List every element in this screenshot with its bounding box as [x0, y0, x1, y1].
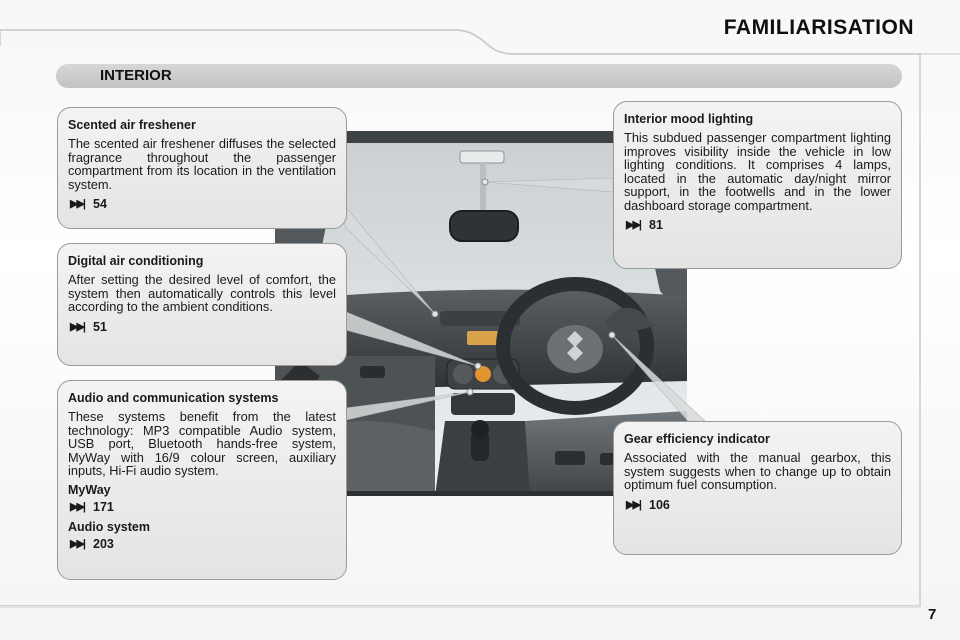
myway-label: MyWay	[68, 482, 111, 497]
section-title: FAMILIARISATION	[723, 16, 914, 39]
page-reference-number: 106	[649, 497, 670, 512]
page-reference-number: 81	[649, 218, 663, 232]
footer-divider	[0, 606, 920, 608]
card-scented-air-freshener	[57, 107, 347, 229]
card-interior-mood-lighting	[613, 101, 902, 269]
double-arrow-right-icon: ▶▶|	[626, 498, 640, 511]
page-reference[interactable]	[624, 499, 891, 513]
page-reference-number: 54	[93, 197, 107, 211]
card-title: Digital air conditioning	[68, 254, 204, 268]
page-reference[interactable]	[624, 219, 891, 233]
audio-system-label: Audio system	[68, 519, 150, 534]
page-reference-number: 51	[93, 319, 107, 334]
page-number: 7	[928, 606, 937, 623]
card-body: Associated with the manual gearbox, this system suggests when to change up to obtain optimum fuel consumption.	[624, 450, 891, 492]
page-reference-number: 203	[93, 537, 114, 551]
card-title: Interior mood lighting	[624, 112, 754, 126]
page-reference[interactable]	[68, 321, 336, 335]
card-audio-communication	[57, 380, 347, 580]
card-body: The scented air freshener diffuses the selected fragrance throughout the passenger compartment from its location in the ventilation system.	[68, 136, 336, 192]
double-arrow-right-icon: ▶▶|	[70, 501, 84, 513]
double-arrow-right-icon: ▶▶|	[70, 320, 84, 333]
page-reference[interactable]	[68, 198, 336, 212]
card-title: Audio and communication systems	[68, 391, 279, 405]
card-body: This subdued passenger compartment lighting improves visibility inside the vehicle in low lighting conditions. It comprises 4 lamps, located in the automatic day/night mirror support, in the footwells and in the lower dashboard storage compartment.	[624, 130, 891, 213]
page-reference-number: 171	[93, 500, 114, 514]
subsection-title: INTERIOR	[100, 67, 172, 84]
card-gear-efficiency-indicator	[613, 421, 902, 555]
card-body: After setting the desired level of comfort, the system then automatically controls this level according to the ambient conditions.	[68, 272, 336, 314]
card-title: Gear efficiency indicator	[624, 432, 770, 446]
page-reference[interactable]	[68, 538, 336, 552]
card-body: These systems benefit from the latest technology: MP3 compatible Audio system, USB port, Bluetooth hands-free system, MyWay with 16/9 colour screen, auxiliary inputs, Hi-Fi audio system.	[68, 409, 336, 478]
double-arrow-right-icon: ▶▶|	[626, 219, 640, 231]
card-digital-air-conditioning	[57, 243, 347, 366]
card-title: Scented air freshener	[68, 118, 196, 132]
double-arrow-right-icon: ▶▶|	[70, 198, 84, 210]
page-reference[interactable]	[68, 501, 336, 515]
double-arrow-right-icon: ▶▶|	[70, 538, 84, 550]
